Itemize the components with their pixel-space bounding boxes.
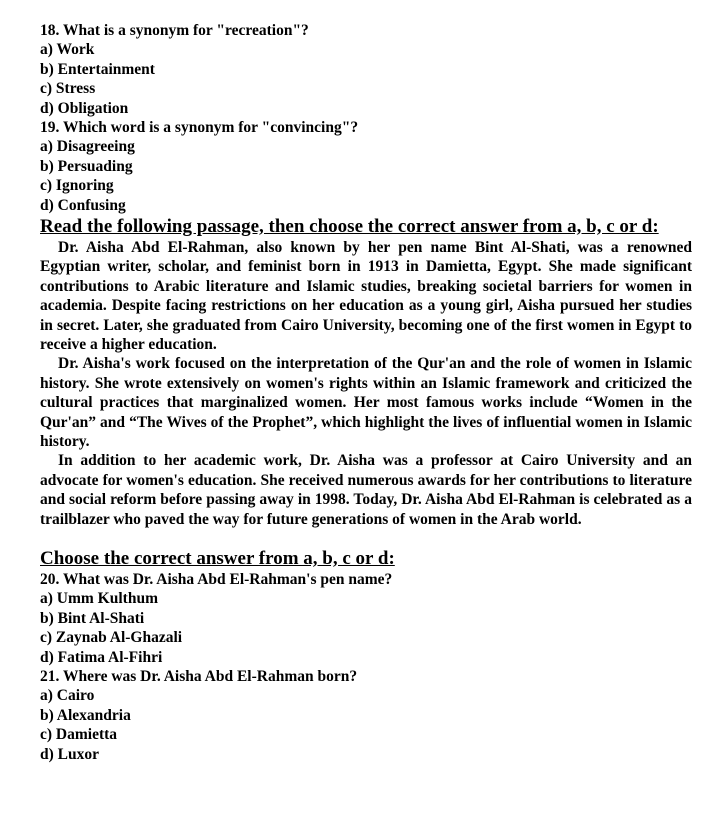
option-c: c) Zaynab Al-Ghazali [40,629,183,647]
passage-paragraph: Dr. Aisha's work focused on the interpretation of the Qur'an and the role of women in Islamic history. She wrote extensively on women's rights within an Islamic framework and criticized the cultural practices that marginalized women. Her most famous works include “Women in the Qur'an” and “The Wives of the Prophet”, which highlight the lives of influential women in Islamic history. [40,355,692,450]
question-18 [40,21,692,118]
option-a: a) Work [40,41,95,59]
option-a: a) Umm Kulthum [40,590,158,608]
worksheet-page [40,21,692,764]
option-b: b) Entertainment [40,60,155,78]
option-d: d) Obligation [40,99,129,117]
passage-paragraph: Dr. Aisha Abd El-Rahman, also known by her pen name Bint Al-Shati, was a renowned Egyptian writer, scholar, and feminist born in 1913 in Damietta, Egypt. She made significant contributions to Arabic literature and Islamic studies, breaking societal barriers for women in academia. Despite facing restrictions on her education as a young girl, Aisha pursued her studies in secret. Later, she graduated from Cairo University, becoming one of the first women in Egypt to receive a higher education. [40,238,692,353]
question-text: 18. What is a synonym for "recreation"? [40,22,309,39]
option-a: a) Disagreeing [40,138,135,156]
choose-heading: Choose the correct answer from a, b, c or d: [40,548,395,569]
option-a: a) Cairo [40,687,95,705]
section-gap [40,529,692,547]
reading-passage [40,238,692,529]
option-d: d) Confusing [40,196,126,214]
option-b: b) Alexandria [40,706,131,724]
option-c: c) Stress [40,80,96,98]
passage-paragraph: In addition to her academic work, Dr. Aisha was a professor at Cairo University and an advocate for women's education. She received numerous awards for her contributions to literature and social reform before passing away in 1998. Today, Dr. Aisha Abd El-Rahman is celebrated as a trailblazer who paved the way for future generations of women in the Arab world. [40,452,692,528]
question-text: 20. What was Dr. Aisha Abd El-Rahman's pen name? [40,571,393,588]
option-b: b) Persuading [40,157,133,175]
option-c: c) Ignoring [40,177,114,195]
passage-heading: Read the following passage, then choose the correct answer from a, b, c or d: [40,215,659,237]
option-d: d) Luxor [40,745,99,763]
question-20 [40,570,692,667]
option-d: d) Fatima Al-Fihri [40,648,163,666]
question-text: 19. Which word is a synonym for "convincing"? [40,118,359,136]
question-21 [40,667,692,764]
question-19 [40,118,692,215]
option-b: b) Bint Al-Shati [40,609,145,627]
question-text: 21. Where was Dr. Aisha Abd El-Rahman born? [40,667,358,685]
option-c: c) Damietta [40,726,118,744]
